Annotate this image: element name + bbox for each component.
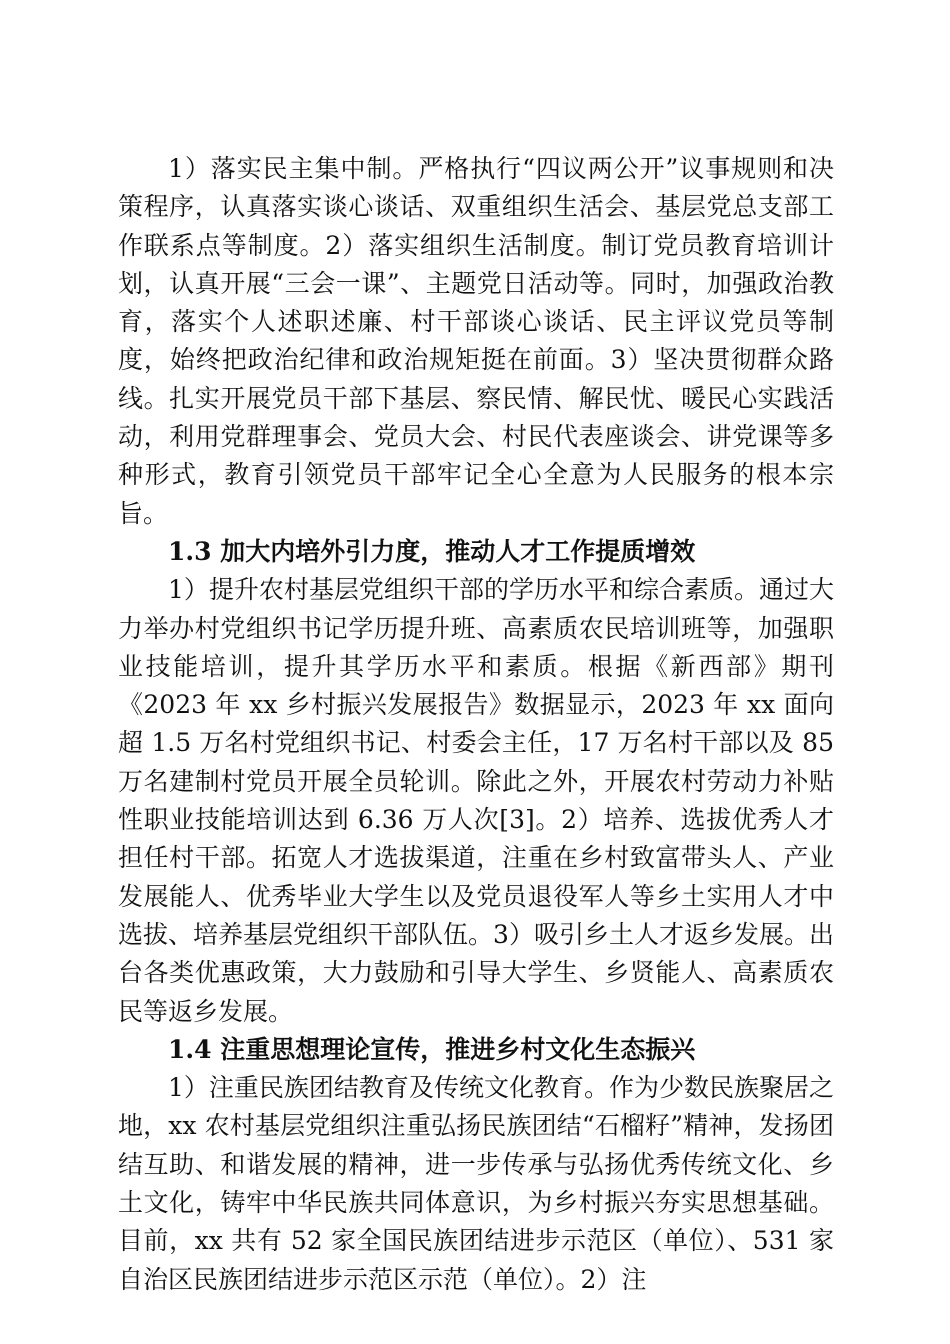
paragraph-talent-work: 1）提升农村基层党组织干部的学历水平和综合素质。通过大力举办村党组织书记学历提升班、高素质农民培训班等，加强职业技能培训，提升其学历水平和素质。根据《新西部》期刊《2023 年 xx 乡村振兴发展报告》数据显示，2023 年 xx 面向超 1.5 万名村党组织书记、村委会主任，17 万名村干部以及 85 万名建制村党员开展全员轮训。除此之外，开展农村劳动力补贴性职业技能培训达到 6.36 万人次[3]。2）培养、选拔优秀人才担任村干部。拓宽人才选拔渠道，注重在乡村致富带头人、产业发展能人、优秀毕业大学生以及党员退役军人等乡土实用人才中选拔、培养基层党组织干部队伍。3）吸引乡土人才返乡发展。出台各类优惠政策，大力鼓励和引导大学生、乡贤能人、高素质农民等返乡发展。 <box>118 575 834 1026</box>
document-body <box>118 150 834 1299</box>
paragraph-organization-life: 1）落实民主集中制。严格执行“四议两公开”议事规则和决策程序，认真落实谈心谈话、双重组织生活会、基层党总支部工作联系点等制度。2）落实组织生活制度。制订党员教育培训计划，认真开展“三会一课”、主题党日活动等。同时，加强政治教育，落实个人述职述廉、村干部谈心谈话、民主评议党员等制度，始终把政治纪律和政治规矩挺在前面。3）坚决贯彻群众路线。扎实开展党员干部下基层、察民情、解民忧、暖民心实践活动，利用党群理事会、党员大会、村民代表座谈会、讲党课等多种形式，教育引领党员干部牢记全心全意为人民服务的根本宗旨。 <box>118 154 834 528</box>
section-heading-1-3: 1.3 加大内培外引力度，推动人才工作提质增效 <box>168 536 696 566</box>
paragraph-ethnic-unity: 1）注重民族团结教育及传统文化教育。作为少数民族聚居之地，xx 农村基层党组织注重弘扬民族团结“石榴籽”精神，发扬团结互助、和谐发展的精神，进一步传承与弘扬优秀传统文化、乡土文化，铸牢中华民族共同体意识，为乡村振兴夯实思想基础。目前，xx 共有 52 家全国民族团结进步示范区（单位）、531 家自治区民族团结进步示范区示范（单位）。2）注 <box>118 1073 834 1294</box>
section-heading-1-4: 1.4 注重思想理论宣传，推进乡村文化生态振兴 <box>168 1034 696 1064</box>
